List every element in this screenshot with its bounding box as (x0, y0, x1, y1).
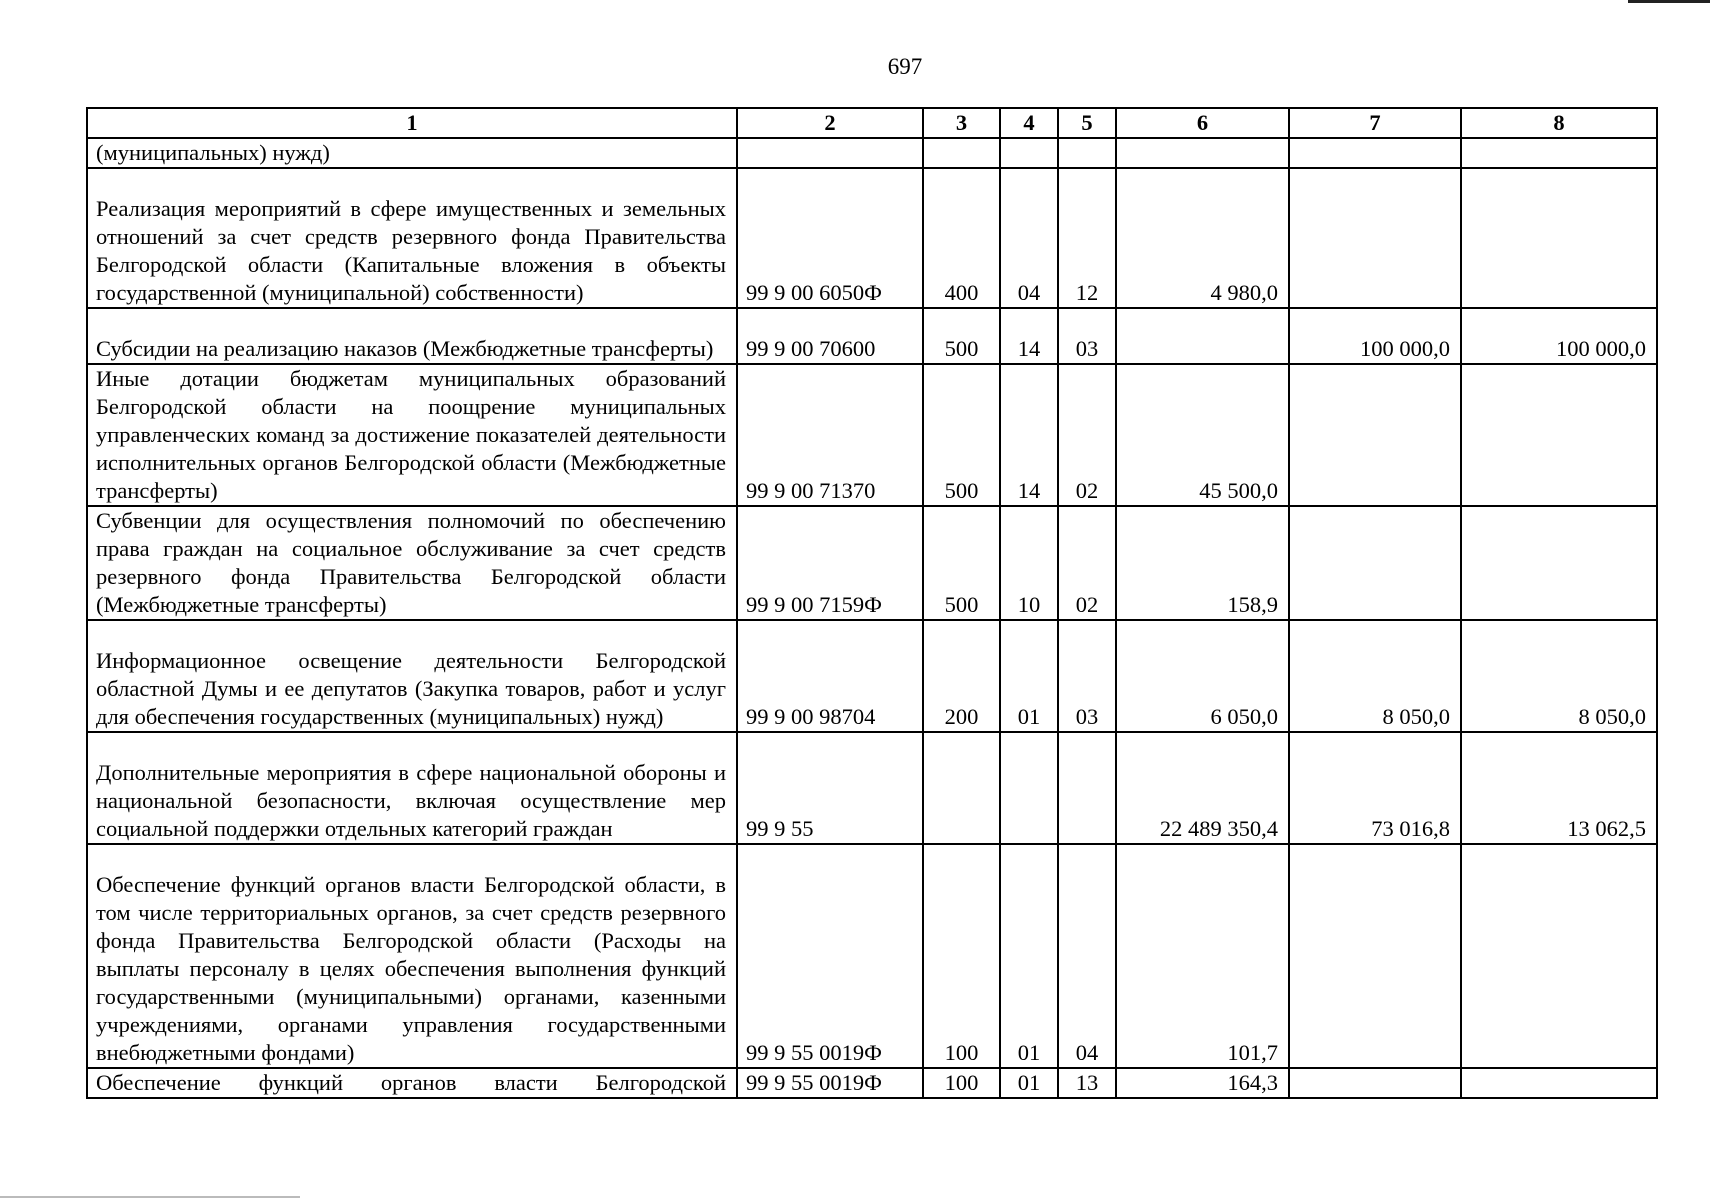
row-col-5 (1058, 732, 1116, 844)
row-col-8 (1461, 364, 1657, 506)
row-col-3: 100 (923, 844, 1000, 1068)
row-col-6: 101,7 (1116, 844, 1289, 1068)
row-col-5: 13 (1058, 1068, 1116, 1098)
row-description: Иные дотации бюджетам муниципальных образований Белгородской области на поощрение муниципальных управленческих команд за достижение показателей деятельности исполнительных органов Белгородской области (Межбюджетные трансферты) (87, 364, 737, 506)
row-col-8 (1461, 844, 1657, 1068)
row-description: Субвенции для осуществления полномочий по обеспечению права граждан на социальное обслуживание за счет средств резервного фонда Правительства Белгородской области (Межбюджетные трансферты) (87, 506, 737, 620)
row-col-6: 22 489 350,4 (1116, 732, 1289, 844)
row-description: Информационное освещение деятельности Белгородской областной Думы и ее депутатов (Закупка товаров, работ и услуг для обеспечения государственных (муниципальных) нужд) (87, 620, 737, 732)
row-col-7 (1289, 844, 1461, 1068)
row-code (737, 138, 923, 168)
row-col-5: 03 (1058, 620, 1116, 732)
row-description: Обеспечение функций органов власти Белгородской (87, 1068, 737, 1098)
row-col-3: 200 (923, 620, 1000, 732)
row-code: 99 9 55 0019Ф (737, 844, 923, 1068)
row-col-7 (1289, 168, 1461, 308)
row-col-8 (1461, 506, 1657, 620)
table-header-row (87, 108, 1657, 138)
row-col-5: 12 (1058, 168, 1116, 308)
row-code: 99 9 55 (737, 732, 923, 844)
row-col-7: 73 016,8 (1289, 732, 1461, 844)
row-description: Субсидии на реализацию наказов (Межбюджетные трансферты) (87, 308, 737, 364)
row-col-3: 500 (923, 308, 1000, 364)
header-col-2: 2 (737, 108, 923, 138)
table-row (87, 732, 1657, 844)
row-col-8: 100 000,0 (1461, 308, 1657, 364)
row-col-8: 13 062,5 (1461, 732, 1657, 844)
row-col-7 (1289, 364, 1461, 506)
header-col-1: 1 (87, 108, 737, 138)
row-col-8 (1461, 138, 1657, 168)
row-description: Дополнительные мероприятия в сфере национальной обороны и национальной безопасности, включая осуществление мер социальной поддержки отдельных категорий граждан (87, 732, 737, 844)
row-col-3: 500 (923, 506, 1000, 620)
row-col-4: 10 (1000, 506, 1058, 620)
table-row (87, 1068, 1657, 1098)
row-col-5: 03 (1058, 308, 1116, 364)
row-col-8: 8 050,0 (1461, 620, 1657, 732)
row-col-4: 04 (1000, 168, 1058, 308)
row-col-4 (1000, 138, 1058, 168)
header-col-4: 4 (1000, 108, 1058, 138)
row-col-3: 100 (923, 1068, 1000, 1098)
row-col-7 (1289, 1068, 1461, 1098)
row-col-7 (1289, 138, 1461, 168)
row-code: 99 9 55 0019Ф (737, 1068, 923, 1098)
row-col-5: 04 (1058, 844, 1116, 1068)
row-col-6 (1116, 308, 1289, 364)
table-row (87, 506, 1657, 620)
row-col-5: 02 (1058, 506, 1116, 620)
scan-edge-mark (1628, 0, 1710, 3)
row-col-6: 158,9 (1116, 506, 1289, 620)
row-col-4: 14 (1000, 308, 1058, 364)
row-col-8 (1461, 1068, 1657, 1098)
table-row (87, 620, 1657, 732)
row-col-6 (1116, 138, 1289, 168)
row-col-4: 14 (1000, 364, 1058, 506)
budget-table (86, 107, 1658, 1099)
header-col-6: 6 (1116, 108, 1289, 138)
header-col-5: 5 (1058, 108, 1116, 138)
row-col-8 (1461, 168, 1657, 308)
header-col-7: 7 (1289, 108, 1461, 138)
table-row (87, 138, 1657, 168)
row-col-3 (923, 138, 1000, 168)
table-row (87, 308, 1657, 364)
row-col-6: 6 050,0 (1116, 620, 1289, 732)
row-code: 99 9 00 70600 (737, 308, 923, 364)
row-col-4 (1000, 732, 1058, 844)
header-col-3: 3 (923, 108, 1000, 138)
row-col-7 (1289, 506, 1461, 620)
table-row (87, 364, 1657, 506)
scan-edge-mark-bottom (0, 1196, 300, 1198)
row-code: 99 9 00 71370 (737, 364, 923, 506)
row-col-4: 01 (1000, 1068, 1058, 1098)
table-row (87, 844, 1657, 1068)
row-col-6: 164,3 (1116, 1068, 1289, 1098)
row-col-7: 100 000,0 (1289, 308, 1461, 364)
row-col-4: 01 (1000, 620, 1058, 732)
row-code: 99 9 00 98704 (737, 620, 923, 732)
row-description: Обеспечение функций органов власти Белгородской области, в том числе территориальных органов, за счет средств резервного фонда Правительства Белгородской области (Расходы на выплаты персоналу в целях обеспечения выполнения функций государственными (муниципальными) органами, казенными учреждениями, органами управления государственными внебюджетными фондами) (87, 844, 737, 1068)
row-col-6: 45 500,0 (1116, 364, 1289, 506)
row-col-3: 400 (923, 168, 1000, 308)
row-code: 99 9 00 7159Ф (737, 506, 923, 620)
row-description: Реализация мероприятий в сфере имущественных и земельных отношений за счет средств резервного фонда Правительства Белгородской области (Капитальные вложения в объекты государственной (муниципальной) собственности) (87, 168, 737, 308)
row-col-5 (1058, 138, 1116, 168)
row-description: (муниципальных) нужд) (87, 138, 737, 168)
row-col-4: 01 (1000, 844, 1058, 1068)
page-number: 697 (887, 54, 923, 79)
header-col-8: 8 (1461, 108, 1657, 138)
row-code: 99 9 00 6050Ф (737, 168, 923, 308)
row-col-3 (923, 732, 1000, 844)
table-row (87, 168, 1657, 308)
row-col-6: 4 980,0 (1116, 168, 1289, 308)
row-col-7: 8 050,0 (1289, 620, 1461, 732)
row-col-3: 500 (923, 364, 1000, 506)
row-col-5: 02 (1058, 364, 1116, 506)
